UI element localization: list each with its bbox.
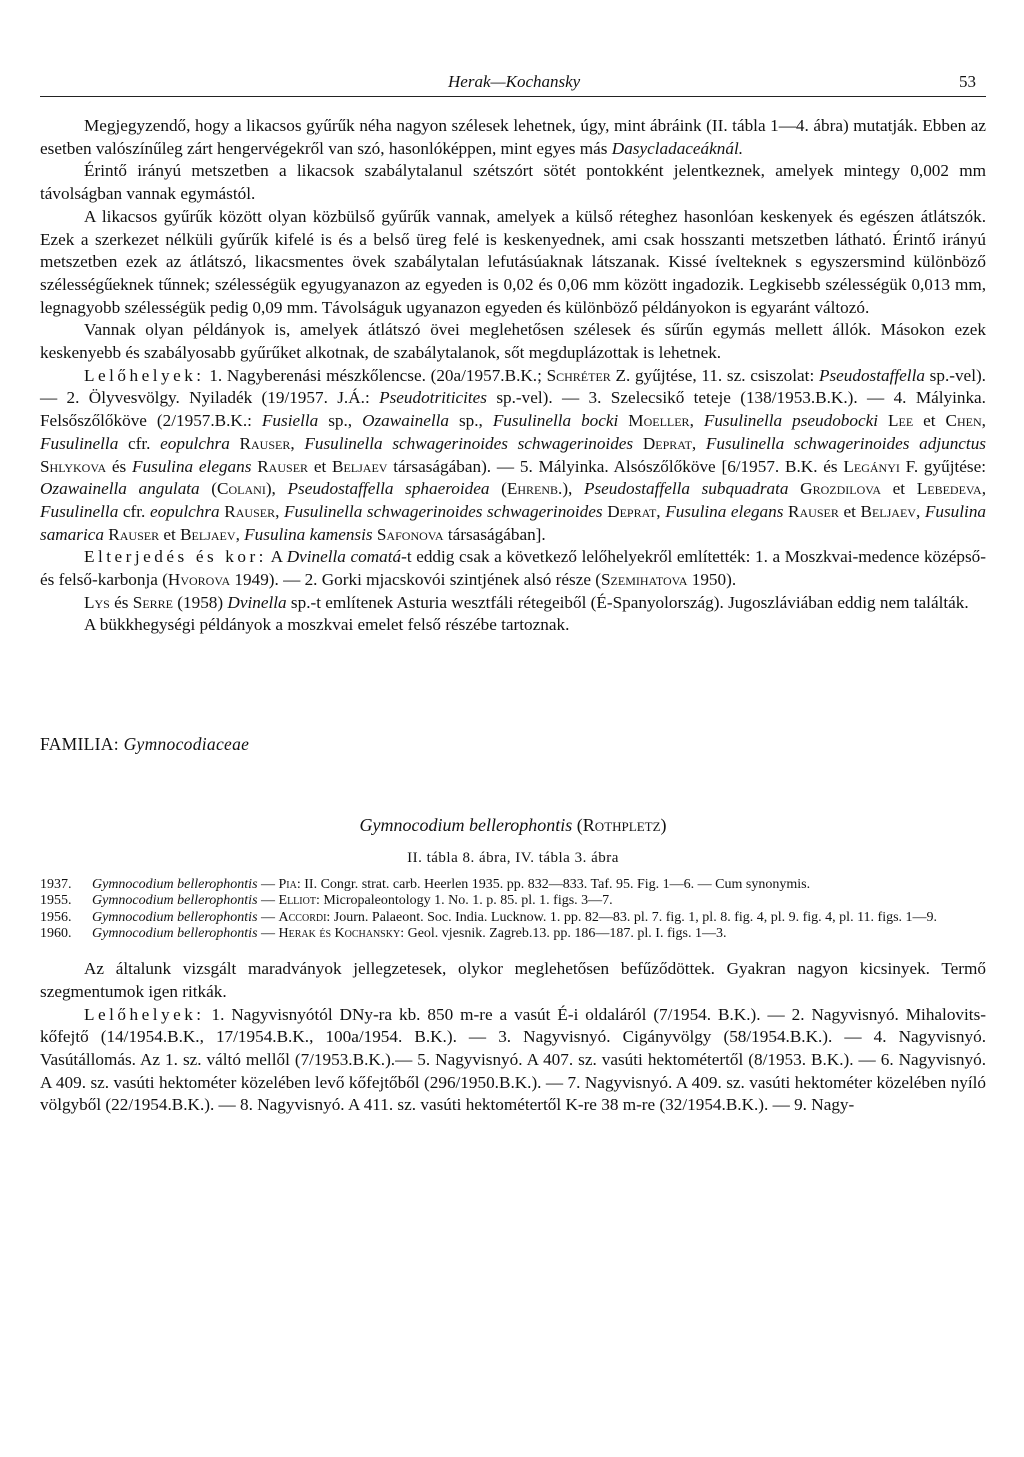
section-label: Elterjedés és kor:: [84, 547, 267, 567]
synonymy-entry: 1956. Gymnocodium bellerophontis — Accordi: Journ. Palaeont. Soc. India. Lucknow. 1. pp. 82—83. pl. 7. fig. 1, pl. 8. fig. 4, pl. 9. fig. 4, pl. 11. figs. 1—9.: [40, 909, 938, 925]
species-title: Gymnocodium bellerophontis (Rothpletz): [359, 814, 667, 835]
paragraph-maradvanyok: Az általunk vizsgált maradványok jellegzetesek, olykor meglehetősen befűződöttek. Gyakran nagyon kicsinyek. Termő szegmentumok igen ritkák.: [40, 959, 986, 1001]
paragraph-lelohelyek-gymnocodium: Lelőhelyek: 1. Nagyvisnyótól DNy-ra kb. 850 m-re a vasút É-i oldaláról (7/1954. B.K.). — 2. Nagyvisnyó. Mihalovits-kőfejtő (14/1954.B.K., 17/1954.B.K., 100a/1954. B.K.). — 3. Nagyvisnyó. Cigányvölgy (58/1954.B.K.). — 4. Nagyvisnyó. Vasútállomás. Az 1. sz. váltó mellől (7/1953.B.K.).— 5. Nagyvisnyó. A 407. sz. vasúti hektométertől (8/1953. B.K.). — 6. Nagyvisnyó. A 409. sz. vasúti hektométer közelében levő kőfejtőből (296/1950.B.K.). — 7. Nagyvisnyó. A 409. sz. vasúti hektométer közelében nyíló völgyből (22/1954.B.K.). — 8. Nagyvisnyó. A 411. sz. vasúti hektométertől K-re 38 m-re (32/1954.B.K.). — 9. Nagy-: [40, 1004, 986, 1115]
page-number: 53: [959, 72, 976, 91]
paragraph-lelohelyek-dvinella: Lelőhelyek: 1. Nagyberenási mészkőlencse. (20a/1957.B.K.; Schréter Z. gyűjtése, 11. sz. csiszolat: Pseudostaffella sp.-vel). — 2. Ölyvesvölgy. Nyiladék (19/1957. J.Á.: Pseudotriticites sp.-vel). — 3. Szelecsikő teteje (138/1953.B.K.). — 4. Mályinka. Felsőszőlőköve (2/1957.B.K.: Fusiella sp., Ozawainella sp., Fusulinella bocki Moeller, Fusulinella pseudobocki Lee et Chen, Fusulinella cfr. eopulchra Rauser, Fusulinella schwagerinoides schwagerinoides Deprat, Fusulinella schwagerinoides adjunctus Shlykova és Fusulina elegans Rauser et Beljaev társaságában). — 5. Mályinka. Alsószőlőköve [6/1957. B.K. és Legányi F. gyűjtése: Ozawainella angulata (Colani), Pseudostaffella sphaeroidea (Ehrenb.), Pseudostaffella subquadrata Grozdilova et Lebedeva, Fusulinella cfr. eopulchra Rauser, Fusulinella schwagerinoides schwagerinoides Deprat, Fusulina elegans Rauser et Beljaev, Fusulina samarica Rauser et Beljaev, Fusulina kamensis Safonova társaságában].: [40, 365, 987, 544]
paragraph-elterjedes: Elterjedés és kor: A Dvinella comatá-t eddig csak a következő lelőhelyekről említették: 1. a Moszkvai-medence középső- és felső-karbonja (Hvorova 1949). — 2. Gorki mjacskovói szintjének alsó része (Szemihatova 1950).: [40, 547, 987, 590]
paragraph-bukk: A bükkhegységi példányok a moszkvai emelet felső részébe tartoznak.: [84, 615, 570, 635]
main-text: [40, 115, 986, 1117]
plate-reference: II. tábla 8. ábra, IV. tábla 3. ábra: [407, 849, 619, 866]
species-description: [40, 958, 986, 1117]
paragraph-kozbulso-gyuruk: A likacsos gyűrűk között olyan közbülső gyűrűk vannak, amelyek a külső réteghez hasonlóan keskenyek és egészen átlátszók. Ezek a szerkezet nélküli gyűrűk kifelé is és a belső üreg felé is keskenyednek, ami csak hosszanti metszetben látható. Érintő irányú metszetben ezek az átlátszó, likacsmentes övek szabálytalan lefutásúaknak látszanak. Kissé ívelteknek s egyszersmind különböző szélességűeknek tűnnek; szélességük egyugyanazon az egyeden is 0,02 és 0,06 mm között ingadozik. Legkisebb szélességük 0,013 mm, legnagyobb szélességük pedig 0,09 mm. Távolságuk ugyanazon egyeden és különböző példányokon is egyaránt változó.: [40, 206, 986, 317]
synonymy-list: [40, 877, 986, 942]
synonymy-entry: 1960. Gymnocodium bellerophontis — Herak és Kochansky: Geol. vjesnik. Zagreb.13. pp. 186—187. pl. I. figs. 1—3.: [40, 925, 727, 941]
familia-heading: FAMILIA: Gymnocodiaceae: [40, 734, 250, 755]
paragraph-lys-serre: Lys és Serre (1958) Dvinella sp.-t említenek Asturia wesztfáli rétegeiből (É-Spanyolország). Jugoszláviában eddig nem találták.: [84, 592, 969, 612]
section-label: Lelőhelyek:: [84, 365, 205, 385]
synonymy-entry: 1955. Gymnocodium bellerophontis — Elliot: Micropaleontology 1. No. 1. p. 85. pl. 1. figs. 3—7.: [40, 893, 613, 909]
paragraph-erinto-irany: Érintő irányú metszetben a likacsok szabálytalanul szétszórt sötét pontokként jelentkeznek, amelyek mintegy 0,002 mm távolságban vannak egymástól.: [40, 161, 986, 204]
section-label: Lelőhelyek:: [84, 1004, 205, 1024]
running-title: Herak—Kochansky: [448, 72, 581, 91]
page: [40, 70, 986, 1117]
synonymy-entry: 1937. Gymnocodium bellerophontis — Pia: II. Congr. strat. carb. Heerlen 1935. pp. 832—833. Taf. 95. Fig. 1—6. — Cum synonymis.: [40, 877, 811, 893]
running-header: [40, 70, 986, 97]
paragraph-peldanyok: Vannak olyan példányok is, amelyek átlátszó övei meglehetősen szélesek és sűrűn egymás mellett állók. Másokon ezek keskenyebb és szabályosabb gyűrűket alkotnak, de szabálytalanok, sőt megduplázottak is lehetnek.: [40, 320, 986, 363]
paragraph-likacsos-gyuruk: Megjegyzendő, hogy a likacsos gyűrűk néha nagyon szélesek lehetnek, úgy, mint ábráink (II. tábla 1—4. ábra) mutatják. Ebben az esetben valószínűleg zárt hengervégekről van szó, hasonlóképpen, mint egyes más Dasycladaceáknál.: [40, 116, 986, 158]
